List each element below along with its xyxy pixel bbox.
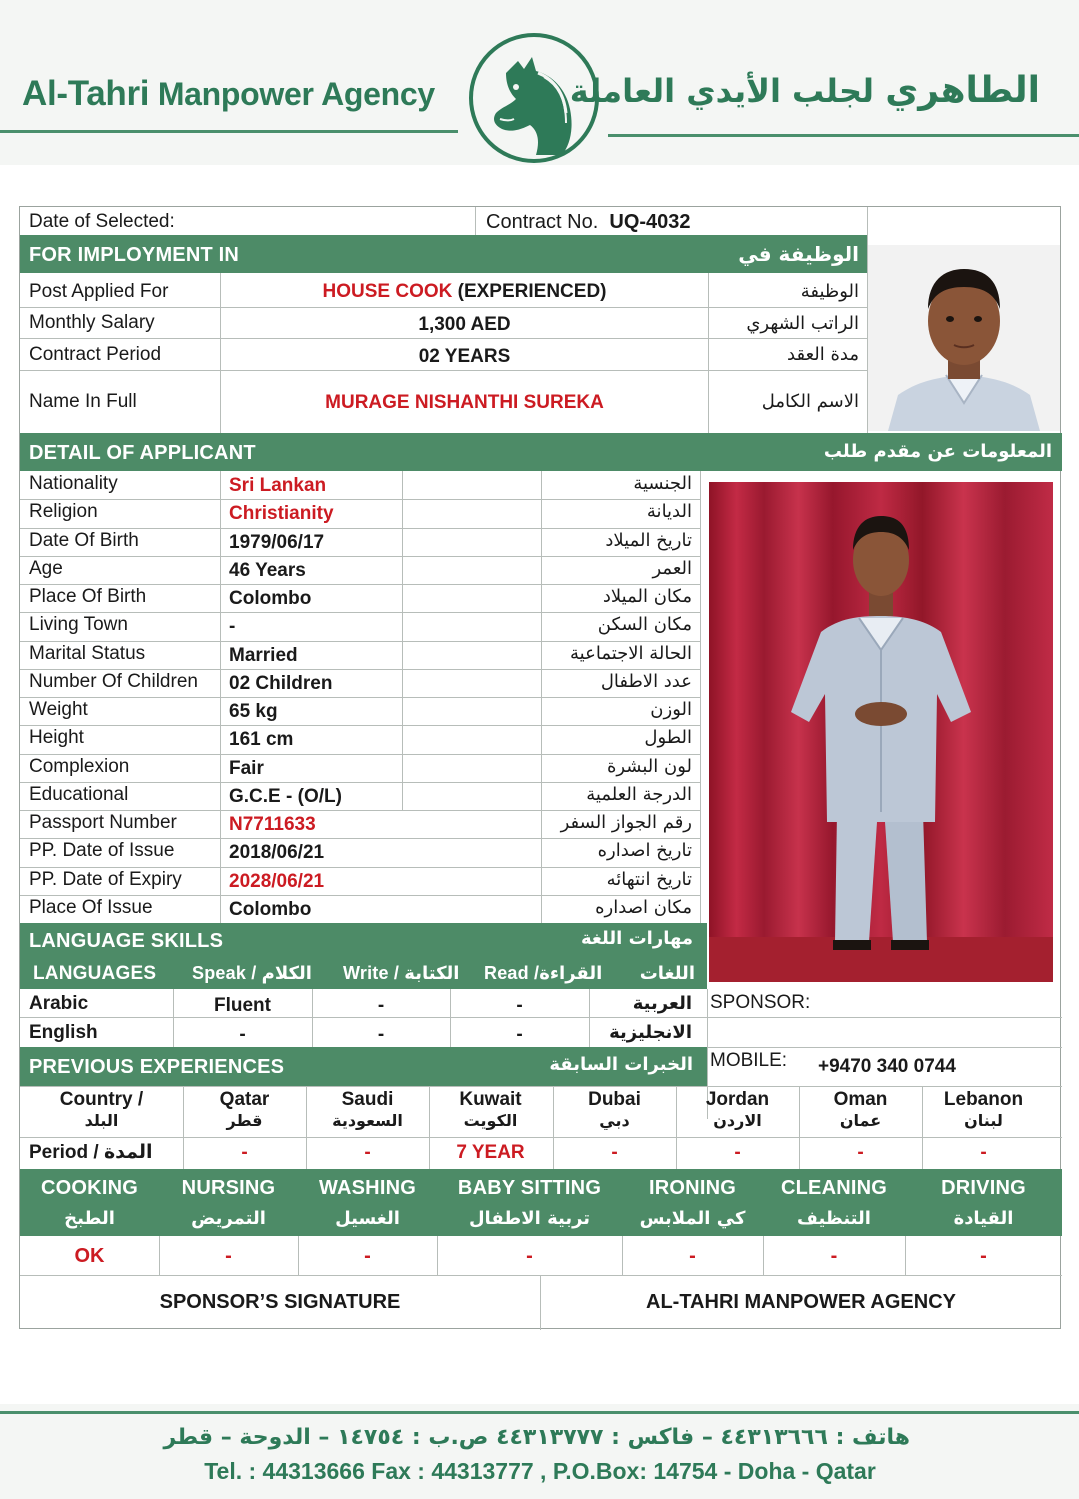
experience-period: - (241, 1142, 248, 1163)
detail-label: Date Of Birth (29, 530, 139, 551)
detail-value: Fair (229, 758, 264, 779)
experience-period: 7 YEAR (456, 1142, 525, 1163)
applicant-section-bar: DETAIL OF APPLICANT المعلومات عن مقدم طلب (20, 433, 1062, 471)
experience-country: Oman عمان (833, 1089, 888, 1130)
skill-name: CLEANING (780, 1177, 888, 1199)
detail-value: 65 kg (229, 701, 278, 722)
detail-value: N7711633 (229, 814, 316, 835)
detail-label: Marital Status (29, 643, 146, 664)
skill-name: IRONING (649, 1177, 736, 1199)
agency-name-arabic: الطاهري لجلب الأيدي العاملة (569, 70, 1040, 111)
detail-label: Living Town (29, 614, 128, 635)
date-selected-label: Date of Selected: (29, 211, 175, 232)
skill-name: WASHING (319, 1177, 416, 1199)
skill-name: BABY SITTING (457, 1177, 602, 1199)
detail-value: 46 Years (229, 560, 306, 581)
skill-name: NURSING (181, 1177, 276, 1199)
detail-label-arabic: مكان السكن (597, 614, 692, 635)
experience-country: Dubai دبي (588, 1089, 641, 1130)
mobile-label: MOBILE: (710, 1050, 788, 1071)
detail-label-arabic: تاريخ انتهائه (606, 869, 692, 890)
detail-label-arabic: مكان اصداره (595, 897, 692, 918)
detail-label: Religion (29, 501, 98, 522)
detail-label-arabic: تاريخ اصداره (597, 840, 692, 861)
detail-value: Married (229, 645, 298, 666)
experience-period: - (980, 1142, 987, 1163)
post-applied-value: HOUSE COOK (EXPERIENCED) (322, 281, 607, 302)
detail-label-arabic: الديانة (646, 501, 692, 522)
footer-contact-english: Tel. : 44313666 Fax : 44313777 , P.O.Box: 14754 - Doha - Qatar (204, 1458, 876, 1484)
detail-label-arabic: العمر (652, 558, 692, 579)
skill-name: DRIVING (941, 1177, 1026, 1199)
monthly-salary-value: 1,300 AED (418, 314, 511, 335)
detail-label-arabic: الدرجة العلمية (586, 784, 692, 805)
contract-period-value: 02 YEARS (418, 346, 511, 367)
detail-label-arabic: مكان الميلاد (602, 586, 692, 607)
skill-value: - (980, 1245, 987, 1267)
experience-period: - (734, 1142, 741, 1163)
skill-name: COOKING (41, 1177, 138, 1199)
applicant-full-length-photo (707, 480, 1055, 984)
country-header: Country / البلد (59, 1089, 144, 1130)
period-header: Period / المدة (29, 1142, 153, 1163)
letterhead (0, 0, 1079, 165)
skill-value: - (830, 1245, 838, 1267)
detail-value: G.C.E - (O/L) (229, 786, 342, 807)
experience-period: - (611, 1142, 618, 1163)
detail-label-arabic: الجنسية (633, 473, 692, 494)
agency-name-english: Al-Tahri Manpower Agency (22, 74, 435, 113)
header-rule-left (0, 130, 458, 133)
skills-section-bar (20, 1169, 1062, 1236)
detail-label: Educational (29, 784, 129, 805)
detail-label: Place Of Birth (29, 586, 147, 607)
mobile-number: +9470 340 0744 (818, 1056, 956, 1077)
language-section-bar: LANGUAGE SKILLS مهارات اللغة LANGUAGES Speak / الكلام Write / الكتابة Read /القراءة اللغات (20, 923, 707, 989)
experience-country: Qatar قطر (219, 1089, 270, 1130)
employment-section-bar: FOR IMPLOYMENT IN الوظيفة في (20, 235, 867, 273)
application-form: Date of Selected: Contract No. UQ-4032 FOR IMPLOYMENT IN الوظيفة في Post Applied For HOUSE COOK (EXPERIENCED) الوظيفة Monthly Salary 1,300 AED الراتب الشهري Contract Period 02 YEARS مدة العقد Name In Full MURAGE NISHANTHI SUREKA الاسم الكامل DETAIL OF APPLICANT المعلومات عن مقدم طلب Nationality Sri Lankan الجنسية Religion Christianity الديانة Date Of Birth 1979/06/17 تاريخ الميلاد Age 46 Years العمر Place Of Birth Colombo مكان الميلاد Living Town - مكان السكن Marital Status Married الحالة الاجتماعية Number Of Children 02 Children عدد الاطفال Weight 65 kg الوزن Height 161 cm الطول Complexion Fair لون البشرة Educational G.C.E - (O/L) الدرجة العلمية Passport Number N7711633 رقم الجواز السفر PP. Date of Issue 2018/06/21 تاريخ اصداره PP. Date of Expiry 2028/06/21 تاريخ انتهائه Place Of Issue Colombo مكان اصداره LANGUAGE SKILLS مهارات اللغة LANGUAGES Speak / الكلام Write / الكتابة Read /القراءة اللغات Arabic Fluent - - العربية English - - - الانجليزية SPONSOR: MOBILE: +9470 340 0744 PREVIOUS EXPERIENCES الخبرات السابقة Country / البلد Period / المدة Qatar قطر - Saudi السعودية - Kuwait الكويت 7 YEAR Dubai دبي - Jordan الاردن - Oman عمان - Lebanon لبنان - COOKING الطبخ NURSING التمريض WASHING الغسيل BABY SITTING تربية الاطفال IRONING كي الملابس CLEANING التنظيف DRIVING القيادة OK - - - - - - SPONSOR’S SIGNATURE AL-TAHRI MANPOWER AGENCY (19, 206, 1061, 1329)
detail-label-arabic: الطول (644, 727, 692, 748)
experience-country: Lebanon لبنان (943, 1089, 1024, 1130)
footer-contact-arabic: هاتف : ٤٤٣١٣٦٦٦ – فاكس : ٤٤٣١٣٧٧٧ ص.ب : ١٤٧٥٤ – الدوحة – قطر (163, 1425, 910, 1450)
detail-value: Sri Lankan (229, 475, 327, 496)
detail-label: Complexion (29, 756, 130, 777)
detail-label: Height (29, 727, 84, 748)
agency-signature-label: AL-TAHRI MANPOWER AGENCY (646, 1291, 956, 1313)
detail-label-arabic: رقم الجواز السفر (560, 812, 692, 833)
detail-label-arabic: الحالة الاجتماعية (570, 643, 692, 664)
skill-name-arabic: التنظيف (797, 1208, 871, 1229)
experience-period: - (857, 1142, 864, 1163)
experience-country: Jordan الاردن (705, 1089, 770, 1130)
skill-value: OK (74, 1245, 105, 1267)
detail-label: Age (29, 558, 63, 579)
skill-name-arabic: الغسيل (335, 1208, 400, 1229)
detail-value: 161 cm (229, 729, 294, 750)
experience-section-bar: PREVIOUS EXPERIENCES الخبرات السابقة (20, 1047, 707, 1086)
sponsor-signature-label: SPONSOR’S SIGNATURE (159, 1291, 401, 1313)
skill-name-arabic: كي الملابس (639, 1208, 746, 1229)
skill-value: - (364, 1245, 371, 1267)
detail-label: Number Of Children (29, 671, 198, 692)
header-rule-right (608, 134, 1079, 137)
detail-value: 02 Children (229, 673, 333, 694)
detail-label: PP. Date of Expiry (29, 869, 182, 890)
skill-value: - (526, 1245, 533, 1267)
detail-label: Weight (29, 699, 88, 720)
detail-value: Colombo (229, 899, 312, 920)
skill-name-arabic: تربية الاطفال (468, 1208, 591, 1229)
footer-rule (0, 1411, 1079, 1414)
skill-value: - (689, 1245, 696, 1267)
full-name-value: MURAGE NISHANTHI SUREKA (325, 392, 604, 413)
experience-country: Saudi السعودية (332, 1089, 403, 1130)
applicant-portrait-photo (868, 245, 1060, 431)
detail-value: 2018/06/21 (229, 842, 325, 863)
detail-value: - (229, 616, 236, 637)
detail-value: Christianity (229, 503, 334, 524)
detail-value: 2028/06/21 (229, 871, 325, 892)
detail-label: Nationality (29, 473, 118, 494)
skill-name-arabic: الطبخ (64, 1208, 115, 1229)
detail-label: Place Of Issue (29, 897, 153, 918)
detail-label-arabic: الوزن (650, 699, 692, 720)
skill-name-arabic: القيادة (953, 1208, 1014, 1229)
detail-value: 1979/06/17 (229, 532, 325, 553)
detail-label-arabic: تاريخ الميلاد (605, 530, 692, 551)
detail-label: Passport Number (29, 812, 177, 833)
detail-label-arabic: لون البشرة (606, 756, 692, 777)
detail-value: Colombo (229, 588, 312, 609)
experience-country: Kuwait الكويت (459, 1089, 522, 1130)
detail-label: PP. Date of Issue (29, 840, 175, 861)
skill-value: - (225, 1245, 232, 1267)
skill-name-arabic: التمريض (191, 1208, 266, 1229)
detail-label-arabic: عدد الاطفال (600, 671, 692, 692)
contract-number: Contract No. UQ-4032 (486, 211, 691, 233)
sponsor-label: SPONSOR: (710, 992, 811, 1013)
experience-period: - (364, 1142, 371, 1163)
